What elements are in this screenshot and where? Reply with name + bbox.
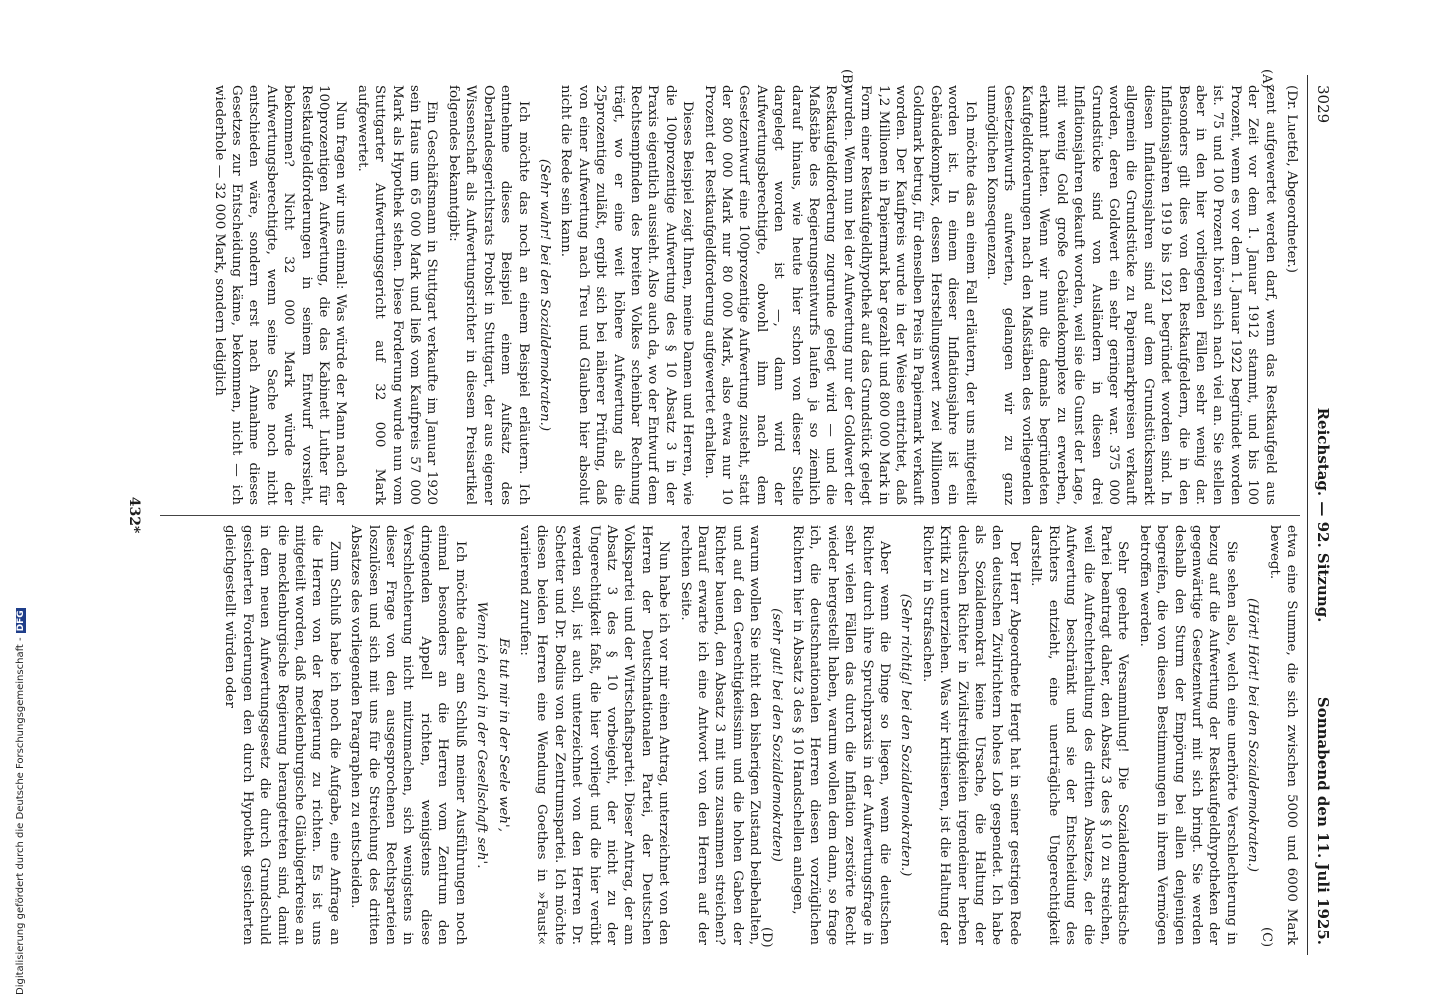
digitization-credit <box>0 0 26 1000</box>
paragraph: Zum Schluß habe ich noch die Aufgabe, eine Anfrage an die Herren von der Regierung zu richten. Es ist uns mitgeteilt worden, daß mecklenburgische Gläubigerkreise an die mecklenburgische Regierung herangetreten sind, damit in dem neuen Aufwertungsgesetz die durch Grundschuld gesicherten Forderungen den durch Hypothek gesicherten gleichgestellt würden oder <box>222 525 342 945</box>
paragraph: Dieses Beispiel zeigt Ihnen, meine Damen und Herren, wie die 100prozentige Aufwertung des § 10 Absatz 3 in der Praxis eigentlich aussieht. Also auch da, wo der Entwurf dem Rechtsempfinden des breiten Volkes scheinbar Rechnung trägt, wo er eine weit höhere Aufwertung als die 25prozentige zuläßt, ergibt sich bei näherer Prüfung, daß von einer Aufwertung nach Treu und Glauben hier absolut nicht die Rede sein kann. <box>558 85 696 505</box>
verse-line: Es tut mir in der Seele weh', <box>495 638 511 832</box>
interjection: (Sehr richtig! bei den Sozialdemokraten.) <box>898 593 914 877</box>
margin-mark-a: (A) <box>1259 69 1274 89</box>
header-rule <box>1307 75 1308 955</box>
rotated-page <box>104 69 1334 955</box>
paragraph: Ich möchte daher am Schluß meiner Ausführungen noch einmal besonders an die Herren vom Zentrum den dringenden Appell richten, wenigstens diese Verschlechterung nicht mitzumachen, sich wenigstens in dieser Frage von den ausgesprochenen Rechtsparteien loszulösen und sich mit uns für die Streichung des dritten Absatzes des vorliegenden Paragraphen zu entscheiden. <box>348 525 468 945</box>
margin-mark-c: (C) <box>1259 927 1274 948</box>
quotation: Ein Geschäftsmann in Stuttgart verkaufte im Januar 1920 sein Haus um 65 000 Mark und ließ vom Kaufpreis 57 000 Mark als Hypothek stehen. Diese Forderung wurde nun vom Stuttgarter Aufwertungsgericht auf 32 000 Mark aufgewertet. <box>354 85 440 505</box>
paragraph: Sie sehen also, welch eine unerhörte Verschlechterung in bezug auf die Aufwertung der Restkaufgeldhypotheken der gegenwärtige Gesetzentwurf mit sich bringt. Sie werden deshalb den Sturm der Empörung bei allen denjenigen begreifen, die von diesen Bestimmungen in ihrem Vermögen betroffen werden. <box>1136 525 1239 945</box>
paragraph: Nun habe ich vor mir einen Antrag, unterzeichnet von den Herren der Deutschnationalen Partei, der Deutschen Volkspartei und der Wirtschaftspartei. Dieser Antrag, der am Absatz 3 des § 10 vorbeigeht, der nicht zu der Ungerechtigkeit faßt, die hier vorliegt und die hier verübt werden soll, ist auch unterzeichnet von den Herren Dr. Schetter und Dr. Bodius von der Zentrumspartei. Ich möchte diesen beiden Herren eine Wendung Goethes in »Faust« variierend zurufen: <box>516 525 672 945</box>
left-column <box>206 85 1300 505</box>
paragraph: Nun fragen wir uns einmal: Was würde der Mann nach der 100prozentigen Aufwertung, die das Kabinett Luther für Restkaufgeldforderungen in seinem Entwurf vorsieht, bekommen? Nicht 32 000 Mark würde der Aufwertungsberechtigte, wenn seine Sache noch nicht entschieden wäre, sondern erst nach Annahme dieses Gesetzes zur Entscheidung käme, bekommen, nicht — ich wiederhole — 32 000 Mark, sondern lediglich <box>211 85 349 505</box>
speaker-line: (Dr. Luetfel, Abgeordneter.) <box>1284 85 1299 273</box>
paragraph: Sehr geehrte Versammlung! Die Sozialdemokratische Partei beantragt daher, den Absatz 3 des § 10 zu streichen, weil die Aufrechterhaltung des dritten Absatzes, der die Aufwertung beschränkt und sie der Entscheidung des Richters entzieht, eine unerträgliche Ungerechtigkeit darstellt. <box>1028 525 1131 945</box>
dfg-logo: DFG <box>16 610 26 632</box>
paragraph: Aber wenn die Dinge so liegen, wenn die deutschen Richter durch ihre Spruchpraxis in der Aufwertungsfrage in sehr vielen Fällen das durch die Inflation zerstörte Recht wieder hergestellt haben, warum wollen dem dann, so frage ich, die deutschnationalen Herren diesen vorzüglichen Richtern hier in Absatz 3 des § 10 Handschellen anlegen, <box>790 525 893 945</box>
page-number-top: 3029 <box>1314 85 1332 124</box>
paragraph: zent aufgewertet werden darf, wenn das Restkaufgeld aus der Zeit vor dem 1. Januar 1912 stammt, und bis 100 Prozent, wenn es vor dem 1. Januar 1922 begründet worden ist. 75 und 100 Prozent hören sich nach viel an. Sie stellen aber in den hier vorliegenden Fällen sehr wenig dar. Besonders gilt dies von den Restkaufgeldern, die in den Inflationsjahren 1919 bis 1921 begründet worden sind. In diesen Inflationsjahren sind auf dem Grundstücksmarkt allgemein die Grundstücke zu Papiermarkpreisen verkauft worden, deren Goldwert ein sehr geringer war. 375 000 Grundstücke sind von Ausländern in diesen drei Inflationsjahren gekauft worden, weil sie die Gunst der Lage, mit wenig Gold große Gebäudekomplexe zu erwerben, erkannt hatten. Wenn wir nun die damals begründeten Kaufgeldforderungen nach den Maßstäben des vorliegenden Gesetzentwurfs aufwerten, gelangen wir zu ganz unmöglichen Konsequenzen. <box>984 85 1278 505</box>
paragraph: Der Herr Abgeordnete Hergt hat in seiner gestrigen Rede den deutschen Zivilrichtern hohes Lob gespendet. Ich habe als Sozialdemokrat keine Ursache, die Haltung der deutschen Richter in Zivilstreitigkeiten irgendeiner herben Kritik zu unterziehen. Was wir kritisieren, ist die Haltung der Richter in Strafsachen. <box>919 525 1022 945</box>
header-title: Reichstag. — 92. Sitzung. <box>1314 407 1332 623</box>
verse-line: Wenn ich euch in der Gesellschaft seh'. <box>474 601 490 869</box>
margin-mark-b: (B) <box>839 69 854 89</box>
paragraph: warum wollen Sie nicht den bisherigen Zustand beibehalten, und auf den Gerechtigkeitssinn und die hohen Gaben der Richter bauend, den Absatz 3 mit uns zusammen streichen? Darauf erwarte ich eine Antwort von den Herren auf der rechten Seite. <box>677 525 763 945</box>
margin-mark-d: (D) <box>759 927 774 948</box>
header-date: Sonnabend den 11. Juli 1925. <box>1314 696 1332 945</box>
credit-text: Digitalisierung gefördert durch die Deutsche Forschungsgemeinschaft - <box>15 637 26 995</box>
page-number-bottom: 432* <box>126 496 142 534</box>
paragraph: etwa eine Summe, die sich zwischen 5000 und 6000 Mark bewegt. <box>1266 525 1299 945</box>
interjection: (sehr gut! bei den Sozialdemokraten) <box>768 608 784 862</box>
paragraph: Ich möchte das an einem Fall erläutern, der uns mitgeteilt worden ist. In einem dieser Inflationsjahre ist ein Gebäudekomplex, dessen Herstellungswert zwei Millionen Goldmark betrug, für denselben Preis in Papiermark verkauft worden. Der Kaufpreis wurde in der Weise entrichtet, daß 1,2 Millionen in Papiermark bar gezahlt und 800 000 Mark in Form einer Restkaufgeldhypothek auf das Grundstück gelegt wurden. Wenn nun bei der Aufwertung nur der Goldwert der Restkaufgeldforderung zugrunde gelegt wird — und die Maßstäbe des Regierungsentwurfs laufen ja so ziemlich darauf hinaus, wie heute hier schon von dieser Stelle dargelegt worden ist —, dann wird der Aufwertungsberechtigte, obwohl ihm nach dem Gesetzentwurf eine 100prozentige Aufwertung zusteht, statt der 800 000 Mark nur 80 000 Mark, also etwa nur 10 Prozent der Restkaufgeldforderung aufgewertet erhalten. <box>701 85 978 505</box>
running-header <box>1308 75 1334 955</box>
interjection: (Hört! Hört! bei den Sozialdemokraten.) <box>1245 598 1261 872</box>
interjection: (Sehr wahr! bei den Sozialdemokraten.) <box>536 158 552 432</box>
column-divider <box>160 515 1300 516</box>
right-column <box>217 525 1300 948</box>
paragraph: Ich möchte das noch an einem Beispiel erläutern. Ich entnehme dieses Beispiel einem Aufsatz des Oberlandesgerichtsrats Probst in Stuttgart, der aus eigener Wissenschaft als Aufwertungsrichter in diesem Preisartikel folgendes bekanntgibt: <box>445 85 531 505</box>
